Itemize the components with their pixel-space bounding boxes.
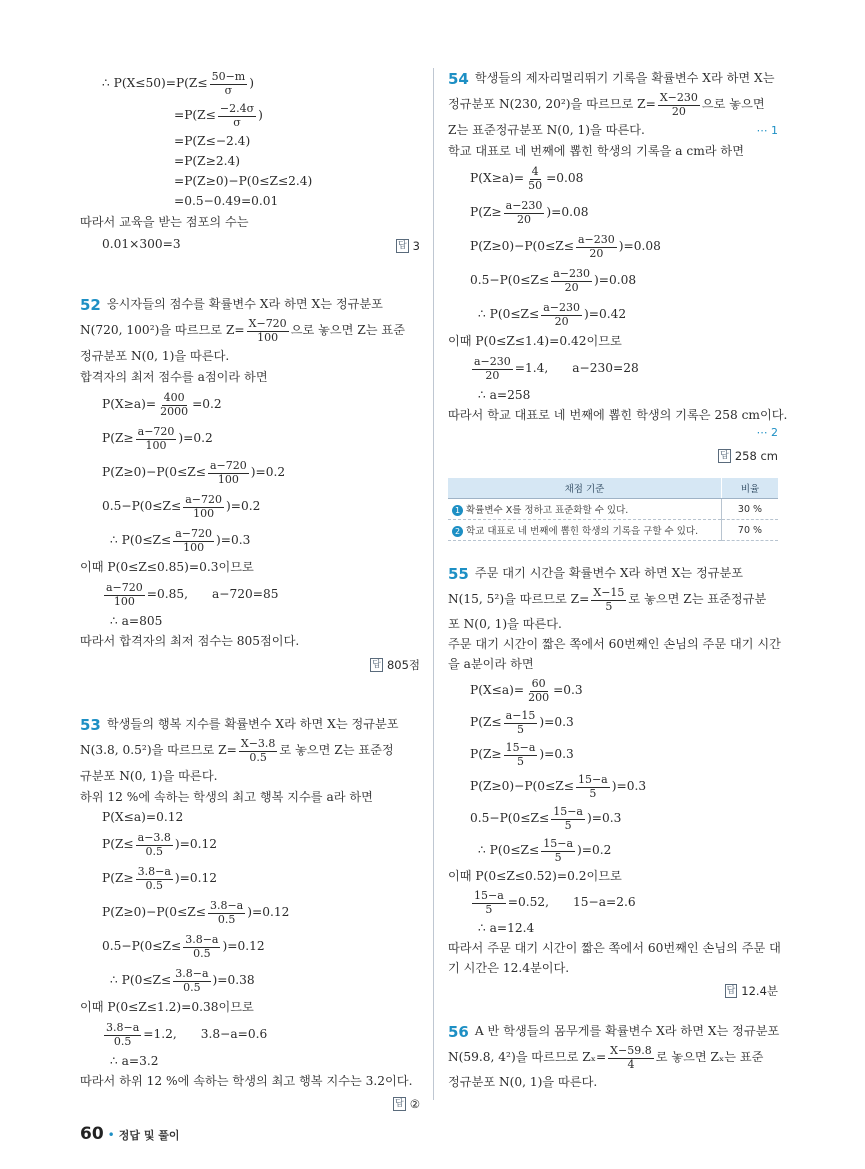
bullet-icon: • [107, 1128, 115, 1142]
problem-number: 53 [80, 715, 101, 734]
fraction: $\frac{15-a}{5}$ [474, 888, 504, 916]
page-footer [80, 1124, 180, 1144]
problem-56: 56 A 반 학생들의 몸무게를 확률변수 X라 하면 X는 정규분포 N(59.8, 4²)을 따르므로 Zₓ= $\frac{X-59.8}{4}$ 로 놓으면 Zₓ는 표준 정규분포 N(0, 1)을 따른다. [448, 1022, 780, 1090]
answer-55: 답 12.4분 [726, 984, 778, 998]
fraction: $\frac{a-230}{20}$ [543, 300, 581, 328]
fraction: $\frac{3.8-a}{0.5}$ [175, 966, 209, 994]
answer-52: 답 805점 [372, 658, 420, 672]
fraction: $\frac{3.8-a}{0.5}$ [185, 932, 219, 960]
fraction: $\frac{a-230}{20}$ [474, 354, 511, 382]
fraction: $\frac{X-720}{100}$ [248, 316, 287, 344]
fraction: $\frac{15-a}{5}$ [553, 804, 583, 832]
answer-54: 답 258 cm [720, 449, 778, 463]
grading-criteria-table: 채점 기준 비율 1 확률변수 X를 정하고 표준화할 수 있다. 30 % 2 학교 대표로 네 번째에 뽑힌 학생의 기록을 구할 수 있다. 70 % [448, 478, 778, 541]
circle-number-icon: 2 [452, 526, 463, 537]
page-number: 60 [80, 1124, 104, 1144]
fraction: $\frac{400}{2000}$ [160, 390, 189, 418]
left-column [80, 68, 420, 1114]
fraction: $\frac{X-230}{20}$ [659, 90, 698, 118]
fraction: $\frac{X-3.8}{0.5}$ [240, 736, 276, 764]
fraction: $\frac{a-230}{20}$ [577, 232, 615, 260]
footer-title: 정답 및 풀이 [118, 1129, 180, 1142]
circle-number-icon: 1 [452, 505, 463, 516]
fraction: $\frac{3.8-a}{0.5}$ [209, 898, 244, 926]
fraction: $\frac{a-230}{20}$ [553, 266, 590, 294]
fraction: $\frac{15-a}{5}$ [577, 772, 608, 800]
problem-51-tail: ∴ P(X≤50)=P(Z≤ $\frac{50-m}{\sigma}$ ) =P(Z≤ $\frac{-2.4\sigma}{\sigma}$ ) =P(Z≤−2.4) =P(Z≥2.4) =P(Z≥0)−P(0≤Z≤2.4) =0.5−0.49=0.01 따라서 교육을 받는 점포의 수는 0.01×300=3 답 3 [80, 69, 420, 253]
problem-number: 56 [448, 1022, 469, 1041]
fraction: $\frac{15-a}{5}$ [505, 740, 536, 768]
fraction: $\frac{X-15}{5}$ [593, 585, 625, 613]
step-marker-1: ⋯ 1 [756, 124, 778, 138]
fraction: $\frac{3.8-a}{0.5}$ [106, 1020, 140, 1048]
fraction: $\frac{a-230}{20}$ [505, 198, 543, 226]
fraction: $\frac{a-720}{100}$ [185, 492, 222, 520]
problem-52: 52 응시자들의 점수를 확률변수 X라 하면 X는 정규분포 N(720, 100²)을 따르므로 Z= $\frac{X-720}{100}$ 으로 놓으면 Z는 표준 정규분포 N(0, 1)을 따른다. 합격자의 최저 점수를 a점이라 하면 P(X≥a)= $\frac{400}{2000}$ =0.2 P(Z≥ $\frac{a-720}{100}$ )=0.2 P(Z≥0)−P(0≤Z≤ $\frac{a-720}{100}$ )=0.2 0.5−P(0≤Z≤ $\frac{a-720}{100}$ )=0.2 ∴ P(0≤Z≤ $\frac{a-720}{100}$ )=0.3 이때 P(0≤Z≤0.85)=0.3이므로 $\frac{a-720}{100}$ =0.85, a−720=85 ∴ a=805 따라서 합격자의 최저 점수는 805점이다. 답 805점 [80, 294, 420, 676]
problem-number: 52 [80, 295, 101, 314]
fraction: $\frac{-2.4\sigma}{\sigma}$ [219, 101, 255, 129]
table-row: 2 학교 대표로 네 번째에 뽑힌 학생의 기록을 구할 수 있다. 70 % [448, 520, 778, 541]
problem-number: 54 [448, 69, 469, 88]
fraction: $\frac{3.8-a}{0.5}$ [137, 864, 171, 892]
fraction: $\frac{15-a}{5}$ [543, 836, 574, 864]
fraction: $\frac{a-3.8}{0.5}$ [137, 830, 171, 858]
problem-54: 54 학생들의 제자리멀리뛰기 기록을 확률변수 X라 하면 X는 정규분포 N(230, 20²)을 따르므로 Z= $\frac{X-230}{20}$ 으로 놓으면 Z는 표준정규분포 N(0, 1)을 따른다. ⋯ 1 학교 대표로 네 번째에 뽑힌 학생의 기록을 a cm라 하면 P(X≥a)= $\frac{4}{50}$ =0.08 P(Z≥ $\frac{a-230}{20}$ )=0.08 P(Z≥0)−P(0≤Z≤ $\frac{a-230}{20}$ )=0.08 0.5−P(0≤Z≤ $\frac{a-230}{20}$ )=0.08 ∴ P(0≤Z≤ $\frac{a-230}{20}$ )=0.42 이때 P(0≤Z≤1.4)=0.42이므로 $\frac{a-230}{20}$ =1.4, a−230=28 ∴ a=258 따라서 학교 대표로 네 번째에 뽑힌 학생의 기록은 258 cm이다. ⋯ 2 답 258 cm 채점 기준 비율 1 확률변수 X를 정하고 표준화할 수 있다. 30 % 2 학교 대표로 네 번째에 뽑힌 학생의 기록을 구할 수 있다. 70 % [448, 68, 778, 541]
answer-53: 답 ② [394, 1097, 420, 1111]
answer-51: 답 3 [397, 238, 420, 253]
problem-number: 55 [448, 564, 469, 583]
problem-53: 53 학생들의 행복 지수를 확률변수 X라 하면 X는 정규분포 N(3.8, 0.5²)을 따르므로 Z= $\frac{X-3.8}{0.5}$ 로 놓으면 Z는 표준정 규분포 N(0, 1)을 따른다. 하위 12 %에 속하는 학생의 최고 행복 지수를 a라 하면 P(X≤a)=0.12 P(Z≤ $\frac{a-3.8}{0.5}$ )=0.12 P(Z≥ $\frac{3.8-a}{0.5}$ )=0.12 P(Z≥0)−P(0≤Z≤ $\frac{3.8-a}{0.5}$ )=0.12 0.5−P(0≤Z≤ $\frac{3.8-a}{0.5}$ )=0.12 ∴ P(0≤Z≤ $\frac{3.8-a}{0.5}$ )=0.38 이때 P(0≤Z≤1.2)=0.38이므로 $\frac{3.8-a}{0.5}$ =1.2, 3.8−a=0.6 ∴ a=3.2 따라서 하위 12 %에 속하는 학생의 최고 행복 지수는 3.2이다. 답 ② [80, 714, 420, 1114]
fraction: $\frac{a-15}{5}$ [505, 708, 536, 736]
fraction: $\frac{60}{200}$ [528, 676, 550, 704]
fraction: $\frac{a-720}{100}$ [175, 526, 213, 554]
fraction: $\frac{a-720}{100}$ [209, 458, 247, 486]
fraction: $\frac{a-720}{100}$ [137, 424, 175, 452]
fraction: $\frac{50-m}{\sigma}$ [211, 69, 246, 97]
right-column [448, 68, 788, 1093]
table-row: 1 확률변수 X를 정하고 표준화할 수 있다. 30 % [448, 499, 778, 520]
column-divider [433, 68, 434, 1100]
problem-55: 55 주문 대기 시간을 확률변수 X라 하면 X는 정규분포 N(15, 5²)을 따르므로 Z= $\frac{X-15}{5}$ 로 놓으면 Z는 표준정규분 포 N(0, 1)을 따른다. 주문 대기 시간이 짧은 쪽에서 60번째인 손님의 주문 대기 시간 을 a분이라 하면 P(X≤a)= $\frac{60}{200}$ =0.3 P(Z≤ $\frac{a-15}{5}$ )=0.3 P(Z≥ $\frac{15-a}{5}$ )=0.3 P(Z≥0)−P(0≤Z≤ $\frac{15-a}{5}$ )=0.3 0.5−P(0≤Z≤ $\frac{15-a}{5}$ )=0.3 ∴ P(0≤Z≤ $\frac{15-a}{5}$ )=0.2 이때 P(0≤Z≤0.52)=0.2이므로 $\frac{15-a}{5}$ =0.52, 15−a=2.6 ∴ a=12.4 따라서 주문 대기 시간이 짧은 쪽에서 60번째인 손님의 주문 대 기 시간은 12.4분이다. 답 12.4분 [448, 563, 778, 1001]
fraction: $\frac{X-59.8}{4}$ [610, 1043, 652, 1071]
fraction: $\frac{4}{50}$ [528, 164, 543, 192]
step-marker-2: ⋯ 2 [756, 426, 778, 439]
fraction: $\frac{a-720}{100}$ [106, 580, 143, 608]
